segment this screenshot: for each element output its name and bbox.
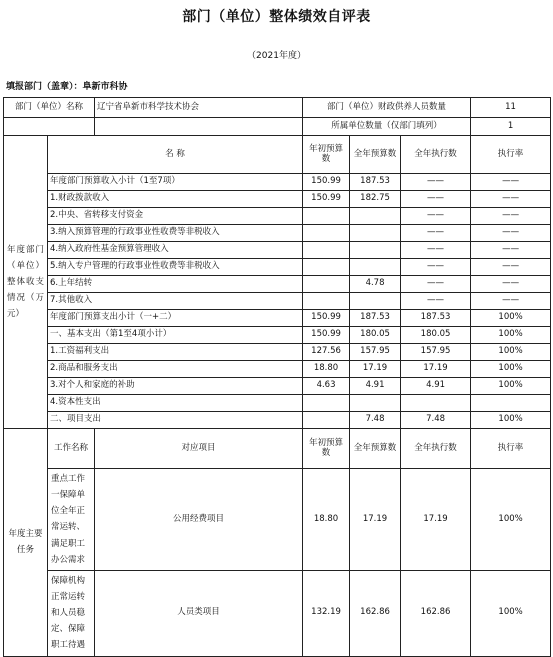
budget-exec: —— — [401, 191, 471, 208]
budget-exec: —— — [401, 208, 471, 225]
budget-initial: 150.99 — [303, 310, 350, 327]
budget-exec: 180.05 — [401, 327, 471, 344]
budget-exec: 187.53 — [401, 310, 471, 327]
budget-exec — [401, 395, 471, 412]
budget-row — [4, 412, 551, 429]
task-name: 重点工作一保障单位全年正常运转、满足职工办公需求 — [48, 469, 95, 571]
col-rate-header: 执行率 — [471, 429, 551, 469]
budget-row — [4, 293, 551, 310]
budget-full — [350, 395, 401, 412]
filler-label: 填报部门（盖章）： — [6, 82, 83, 92]
budget-rate: —— — [471, 259, 551, 276]
budget-row — [4, 344, 551, 361]
section2-side-label: 年度主要任务 — [4, 429, 48, 657]
task-item: 公用经费项目 — [95, 469, 303, 571]
report-year: （2021年度） — [247, 51, 306, 61]
budget-initial: 4.63 — [303, 378, 350, 395]
dept-label: 部门（单位）名称 — [4, 98, 95, 118]
budget-initial — [303, 395, 350, 412]
budget-rate: 100% — [471, 344, 551, 361]
budget-initial — [303, 276, 350, 293]
budget-full — [350, 293, 401, 310]
budget-row — [4, 327, 551, 344]
budget-item-name: 6.上年结转 — [48, 276, 303, 293]
dept-name: 辽宁省阜新市科学技术协会 — [95, 98, 303, 118]
header-row-sub — [4, 118, 551, 136]
budget-row — [4, 242, 551, 259]
budget-rate: —— — [471, 293, 551, 310]
budget-rate: 100% — [471, 378, 551, 395]
budget-initial — [303, 208, 350, 225]
budget-full: 4.91 — [350, 378, 401, 395]
section1-header-row — [4, 136, 551, 174]
budget-full: 7.48 — [350, 412, 401, 429]
page-title: 部门（单位）整体绩效自评表 — [182, 9, 371, 25]
budget-exec: 157.95 — [401, 344, 471, 361]
budget-item-name: 3.对个人和家庭的补助 — [48, 378, 303, 395]
budget-rate: —— — [471, 242, 551, 259]
budget-initial: 150.99 — [303, 174, 350, 191]
budget-row — [4, 208, 551, 225]
budget-exec: —— — [401, 276, 471, 293]
task-exec: 17.19 — [401, 469, 471, 571]
budget-full: 4.78 — [350, 276, 401, 293]
budget-full: 17.19 — [350, 361, 401, 378]
task-exec: 162.86 — [401, 570, 471, 656]
budget-full — [350, 242, 401, 259]
budget-rate: 100% — [471, 327, 551, 344]
budget-rate: 100% — [471, 412, 551, 429]
budget-initial: 18.80 — [303, 361, 350, 378]
evaluation-table — [3, 97, 551, 657]
budget-exec: —— — [401, 242, 471, 259]
col-full-header: 全年预算数 — [350, 429, 401, 469]
col-full-header: 全年预算数 — [350, 136, 401, 174]
budget-initial — [303, 259, 350, 276]
budget-item-name: 2.商品和服务支出 — [48, 361, 303, 378]
budget-rate: 100% — [471, 310, 551, 327]
section2-header-row — [4, 429, 551, 469]
budget-row — [4, 276, 551, 293]
budget-item-name: 4.纳入政府性基金预算管理收入 — [48, 242, 303, 259]
col-task-header: 工作名称 — [48, 429, 95, 469]
task-initial: 18.80 — [303, 469, 350, 571]
budget-initial — [303, 412, 350, 429]
task-rate: 100% — [471, 469, 551, 571]
budget-row — [4, 361, 551, 378]
budget-exec: —— — [401, 225, 471, 242]
col-exec-header: 全年执行数 — [401, 429, 471, 469]
budget-rate — [471, 395, 551, 412]
budget-exec: 4.91 — [401, 378, 471, 395]
budget-row — [4, 395, 551, 412]
col-rate-header: 执行率 — [471, 136, 551, 174]
budget-item-name: 4.资本性支出 — [48, 395, 303, 412]
budget-row — [4, 378, 551, 395]
task-item: 人员类项目 — [95, 570, 303, 656]
sub-unit-label: 所属单位数量（仅部门填列） — [303, 118, 471, 136]
budget-item-name: 一、基本支出（第1至4项小计） — [48, 327, 303, 344]
budget-full: 187.53 — [350, 310, 401, 327]
budget-row — [4, 191, 551, 208]
task-initial: 132.19 — [303, 570, 350, 656]
task-row — [4, 469, 551, 571]
budget-rate: —— — [471, 208, 551, 225]
budget-exec: 7.48 — [401, 412, 471, 429]
budget-item-name: 1.财政拨款收入 — [48, 191, 303, 208]
filler-value: 阜新市科协 — [82, 82, 128, 92]
col-name-header: 名 称 — [48, 136, 303, 174]
budget-item-name: 年度部门预算支出小计（一+二） — [48, 310, 303, 327]
budget-item-name: 1.工资福利支出 — [48, 344, 303, 361]
budget-initial: 127.56 — [303, 344, 350, 361]
budget-initial: 150.99 — [303, 327, 350, 344]
col-item-header: 对应项目 — [95, 429, 303, 469]
staff-label: 部门（单位）财政供养人员数量 — [303, 98, 471, 118]
task-name: 保障机构正常运转和人员稳定、保障职工待遇 — [48, 570, 95, 656]
budget-row — [4, 259, 551, 276]
budget-rate: —— — [471, 276, 551, 293]
budget-full — [350, 259, 401, 276]
budget-full: 180.05 — [350, 327, 401, 344]
budget-initial — [303, 293, 350, 310]
col-exec-header: 全年执行数 — [401, 136, 471, 174]
budget-rate: —— — [471, 225, 551, 242]
col-initial-header: 年初预算数 — [303, 136, 350, 174]
col-initial-header: 年初预算数 — [303, 429, 350, 469]
task-row — [4, 570, 551, 656]
budget-row — [4, 174, 551, 191]
filler-line — [6, 79, 128, 92]
budget-exec: —— — [401, 259, 471, 276]
budget-rate: —— — [471, 191, 551, 208]
budget-rate: —— — [471, 174, 551, 191]
budget-full — [350, 225, 401, 242]
staff-value: 11 — [471, 98, 551, 118]
budget-full: 157.95 — [350, 344, 401, 361]
budget-initial — [303, 242, 350, 259]
budget-item-name: 3.纳入预算管理的行政事业性收费等非税收入 — [48, 225, 303, 242]
budget-exec: —— — [401, 174, 471, 191]
budget-rate: 100% — [471, 361, 551, 378]
budget-item-name: 年度部门预算收入小计（1至7项） — [48, 174, 303, 191]
budget-initial — [303, 225, 350, 242]
budget-exec: —— — [401, 293, 471, 310]
budget-item-name: 7.其他收入 — [48, 293, 303, 310]
budget-item-name: 5.纳入专户管理的行政事业性收费等非税收入 — [48, 259, 303, 276]
budget-item-name: 二、项目支出 — [48, 412, 303, 429]
budget-full: 187.53 — [350, 174, 401, 191]
sub-unit-value: 1 — [471, 118, 551, 136]
task-full: 162.86 — [350, 570, 401, 656]
section1-side-label: 年度部门（单位）整体收支情况（万元） — [4, 136, 48, 429]
budget-exec: 17.19 — [401, 361, 471, 378]
budget-full: 182.75 — [350, 191, 401, 208]
budget-row — [4, 310, 551, 327]
budget-full — [350, 208, 401, 225]
budget-initial: 150.99 — [303, 191, 350, 208]
task-full: 17.19 — [350, 469, 401, 571]
header-row-dept — [4, 98, 551, 118]
task-rate: 100% — [471, 570, 551, 656]
budget-item-name: 2.中央、省转移支付资金 — [48, 208, 303, 225]
budget-row — [4, 225, 551, 242]
